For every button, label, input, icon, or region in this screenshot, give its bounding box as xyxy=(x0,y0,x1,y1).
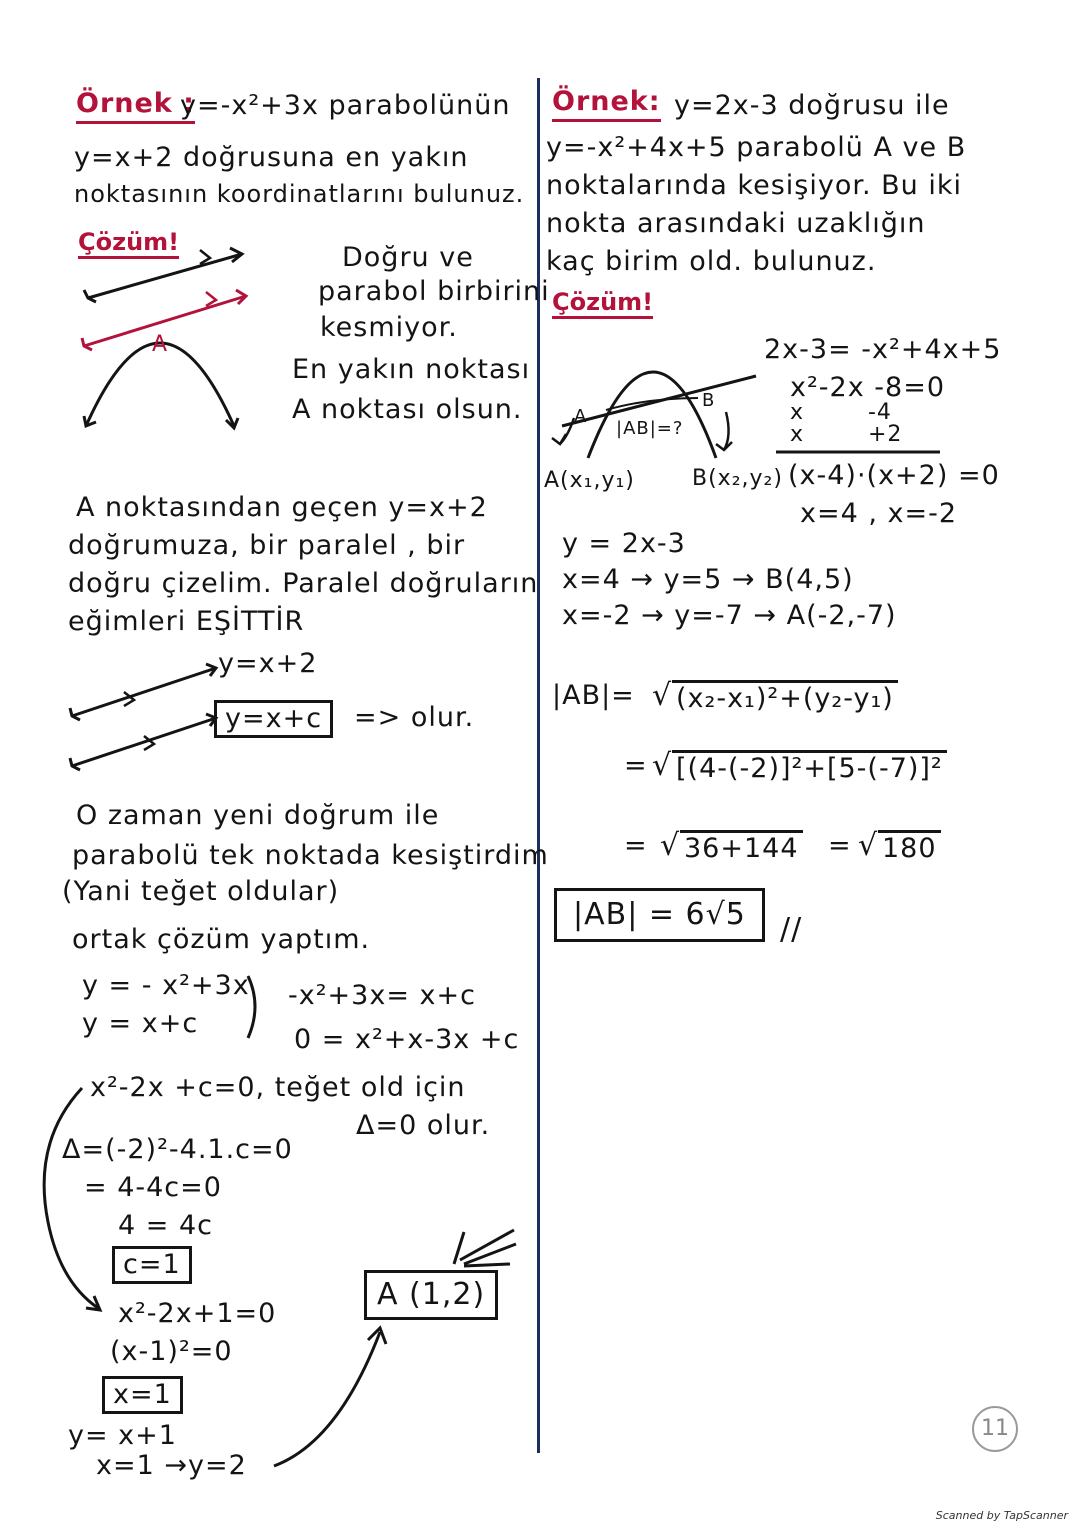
system-bracket xyxy=(244,972,268,1042)
system-eq-2: y = x+c xyxy=(82,1008,199,1039)
right-example-title: Örnek: xyxy=(552,86,661,122)
c-result-box: c=1 xyxy=(112,1246,192,1284)
right-work-3: x -4 xyxy=(790,400,892,425)
delta-line-3: 4 = 4c xyxy=(118,1210,213,1241)
right-answer-box: |AB| = 6√5 xyxy=(554,888,765,942)
line1-label: y=x+2 xyxy=(218,648,318,679)
right-problem-line-3: noktalarında kesişiyor. Bu iki xyxy=(546,170,962,201)
right-solution-label: Çözüm! xyxy=(552,288,653,319)
delta-condition: Δ=0 olur. xyxy=(356,1110,491,1141)
olur-text: => olur. xyxy=(354,702,475,733)
left-problem-line-1: y=-x²+3x parabolünün xyxy=(180,90,511,121)
parallel-lines-sketch xyxy=(66,662,226,782)
right-line-eq: y = 2x-3 xyxy=(562,528,686,559)
left-para3-1: O zaman yeni doğrum ile xyxy=(76,800,440,831)
left-note-2: parabol birbirini xyxy=(318,276,550,307)
right-work-2: x²-2x -8=0 xyxy=(790,372,946,403)
equals-2: = xyxy=(624,750,648,781)
curved-arrow-left xyxy=(38,1082,118,1322)
point-a-coord: A(x₁,y₁) xyxy=(544,468,635,493)
left-note-3: kesmiyor. xyxy=(320,312,458,343)
delta-line-1: Δ=(-2)²-4.1.c=0 xyxy=(62,1134,293,1165)
page-number: 11 xyxy=(972,1406,1018,1452)
point-a-calc: x=-2 → y=-7 → A(-2,-7) xyxy=(562,600,897,631)
left-para2-1: A noktasından geçen y=x+2 xyxy=(76,492,488,523)
left-answer-box: A (1,2) xyxy=(364,1270,498,1320)
left-note-5: A noktası olsun. xyxy=(292,394,523,425)
left-para3-2: parabolü tek noktada kesiştirdim xyxy=(72,840,549,871)
system-eq-1: y = - x²+3x xyxy=(82,970,250,1001)
left-para3-3: (Yani teğet oldular) xyxy=(62,876,340,907)
sqrt-sign-4: √ xyxy=(858,828,879,863)
distance-substituted: [(4-(-2)]²+[5-(-7)]² xyxy=(672,750,947,785)
parabola-line-sketch xyxy=(70,240,270,440)
distance-value: 180 xyxy=(878,830,941,865)
eq3-line-2: x=1 →y=2 xyxy=(96,1450,247,1481)
right-problem-line-5: kaç birim old. bulunuz. xyxy=(546,246,877,277)
distance-sum: 36+144 xyxy=(680,830,803,865)
eq2-line-1: x²-2x+1=0 xyxy=(118,1298,277,1329)
right-work-4: x +2 xyxy=(790,422,903,447)
fig-point-b: B xyxy=(702,390,716,411)
factor-underline xyxy=(776,448,946,458)
point-b-coord: B(x₂,y₂) xyxy=(692,466,783,491)
left-example-title: Örnek : xyxy=(76,88,195,124)
left-para2-2: doğrumuza, bir paralel , bir xyxy=(68,530,466,561)
left-para2-3: doğru çizelim. Paralel doğruların xyxy=(68,568,539,599)
left-problem-line-3: noktasının koordinatlarını bulunuz. xyxy=(74,180,525,208)
point-b-calc: x=4 → y=5 → B(4,5) xyxy=(562,564,854,595)
system-result-2: 0 = x²+x-3x +c xyxy=(294,1024,520,1055)
answer-mark: // xyxy=(780,912,803,947)
sqrt-sign-1: √ xyxy=(652,678,673,713)
left-note-4: En yakın noktası xyxy=(292,354,531,385)
eq3-line-1: y= x+1 xyxy=(68,1420,177,1451)
fig-point-a: A xyxy=(574,406,588,427)
scanner-footer: Scanned by TapScanner xyxy=(935,1509,1068,1522)
factored-form: (x-4)·(x+2) =0 xyxy=(788,460,1000,491)
sqrt-sign-3: √ xyxy=(660,828,681,863)
sqrt-sign-2: √ xyxy=(652,748,673,783)
right-work-1: 2x-3= -x²+4x+5 xyxy=(764,334,1002,365)
answer-mark-icon xyxy=(450,1224,520,1268)
system-result-1: -x²+3x= x+c xyxy=(288,980,476,1011)
right-problem-line-1: y=2x-3 doğrusu ile xyxy=(674,90,950,121)
distance-lhs: |AB|= xyxy=(552,680,635,711)
point-a-label: A xyxy=(152,332,169,357)
fig-distance-label: |AB|=? xyxy=(616,418,684,439)
right-problem-line-4: nokta arasındaki uzaklığın xyxy=(546,208,926,239)
left-para2-4: eğimleri EŞİTTİR xyxy=(68,606,305,637)
roots: x=4 , x=-2 xyxy=(800,498,958,529)
left-para3-4: ortak çözüm yaptım. xyxy=(72,924,371,955)
left-problem-line-2: y=x+2 doğrusuna en yakın xyxy=(74,142,469,173)
x-result-box: x=1 xyxy=(102,1376,183,1414)
line2-label-box: y=x+c xyxy=(214,700,333,738)
quadratic-eq: x²-2x +c=0, teğet old için xyxy=(90,1072,466,1103)
right-problem-line-2: y=-x²+4x+5 parabolü A ve B xyxy=(546,132,967,163)
equals-4: = xyxy=(828,830,852,861)
left-note-1: Doğru ve xyxy=(342,242,474,273)
distance-formula: (x₂-x₁)²+(y₂-y₁) xyxy=(672,680,898,715)
equals-3: = xyxy=(624,830,648,861)
eq2-line-2: (x-1)²=0 xyxy=(110,1336,233,1367)
curved-arrow-answer xyxy=(268,1322,398,1472)
left-solution-label: Çözüm! xyxy=(78,228,179,259)
delta-line-2: = 4-4c=0 xyxy=(84,1172,222,1203)
